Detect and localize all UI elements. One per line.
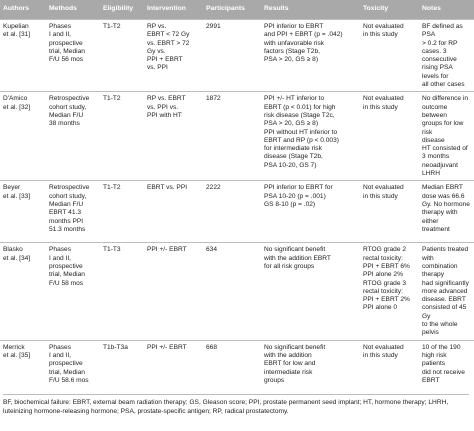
cell-text: D'Amico et al. [32] [3, 95, 31, 111]
cell-text: No difference in outcome between groups for low risk disease HT consisted of 3 months neoadjuvant LHRH [422, 95, 469, 178]
cell-text: T1-T2 [103, 184, 121, 192]
header-participants: Participants [203, 0, 261, 20]
cell-text: EBRT vs. PPI [147, 184, 188, 192]
cell-text: PPI +/- EBRT [147, 343, 187, 351]
cell-intervention [144, 92, 203, 181]
table-row [0, 181, 474, 243]
cell-eligibility [100, 181, 144, 243]
table-footnote: BF, biochemical failure: EBRT, external beam radiation therapy; GS, Gleason score; PPI, prostate permanent seed implant; HT, hormone therapy; LHRH, luteinizing hormone-releasing hormone; PSA, prostate-specific antigen; RP, radical prostatectomy. [3, 394, 469, 416]
table-header-row [0, 0, 474, 20]
cell-text: Not evaluated in this study [363, 343, 404, 359]
cell-intervention [144, 20, 203, 92]
cell-text: 668 [206, 343, 218, 351]
cell-toxicity [360, 181, 419, 243]
cell-text: T1b-T3a [103, 343, 128, 351]
cell-text: BF defined as PSA > 0.2 for RP cases. 3 consecutive rising PSA levels for all other cases [422, 23, 465, 89]
cell-text: T1-T2 [103, 23, 121, 30]
cell-notes [419, 20, 474, 92]
cell-toxicity [360, 92, 419, 181]
cell-text: Not evaluated in this study [363, 184, 404, 200]
cell-results [261, 243, 360, 340]
header-intervention: Intervention [144, 0, 203, 20]
cell-text: 2222 [206, 184, 221, 192]
header-notes: Notes [419, 0, 474, 20]
cell-authors [0, 92, 46, 181]
cell-text: PPI inferior to EBRT and PPI + EBRT (p = .042) with unfavorable risk factors (Stage T2b, PSA > 20, GS ≥ 8) [264, 23, 343, 64]
header-authors: Authors [0, 0, 46, 20]
cell-text: Not evaluated in this study [363, 95, 404, 111]
cell-text: PPI +/- HT inferior to EBRT (p < 0.01) for high risk disease (Stage T2c, PSA > 20, GS ≥ 8) PPI without HT inferior to EBRT and RP (p < 0.003) for intermediate risk disease (Stage T2b, PSA 10-20, GS 7) [264, 95, 339, 169]
cell-authors [0, 181, 46, 243]
cell-text: Median EBRT dose was 66.6 Gy. No hormone therapy with either treatment [422, 184, 470, 233]
cell-text: T1-T2 [103, 95, 121, 103]
table-row [0, 92, 474, 181]
cell-text: Retrospective cohort study, Median F/U EBRT 41.3 months PPI 51.3 months [49, 184, 90, 233]
cell-text: T1-T3 [103, 246, 121, 254]
cell-text: Blasko et al. [34] [3, 246, 31, 262]
cell-methods [46, 243, 100, 340]
cell-text: Phases I and II, prospective trial, Median F/U 58.6 mos [49, 343, 89, 384]
cell-text: PPI inferior to EBRT for PSA 10-20 (p = .001) GS 8-10 (p = .02) [264, 184, 333, 208]
cell-text: Phases I and II, prospective trial, Median F/U 58 mos [49, 246, 85, 287]
table-row [0, 243, 474, 340]
cell-authors [0, 243, 46, 340]
cell-text: Merrick et al. [35] [3, 343, 31, 359]
header-eligibility: Eligibility [100, 0, 144, 20]
cell-text: Retrospective cohort study, Median F/U 38 months [49, 95, 90, 128]
header-results: Results [261, 0, 360, 20]
header-toxicity: Toxicity [360, 0, 419, 20]
cell-notes [419, 92, 474, 181]
cell-text: RP vs. EBRT < 72 Gy vs. EBRT > 72 Gy vs. PPI + EBRT vs. PPI [147, 23, 190, 72]
cell-toxicity [360, 20, 419, 92]
cell-text: 1872 [206, 95, 221, 103]
cell-intervention [144, 243, 203, 340]
cell-notes [419, 243, 474, 340]
cell-text: Beyer et al. [33] [3, 184, 31, 200]
cell-text: PPI +/- EBRT [147, 246, 187, 254]
cell-text: 2991 [206, 23, 221, 30]
cell-results [261, 181, 360, 243]
cell-eligibility [100, 20, 144, 92]
cell-text: Phases I and II, prospective trial, Median F/U 56 mos [49, 23, 85, 64]
cell-text: Not evaluated in this study [363, 23, 404, 39]
cell-text: Kupelian et al. [31] [3, 23, 31, 39]
cell-authors [0, 20, 46, 92]
cell-participants [203, 181, 261, 243]
cell-eligibility [100, 243, 144, 340]
cell-toxicity [360, 243, 419, 340]
cell-methods [46, 92, 100, 181]
cell-text: 10 of the 190 high risk patients did not receive EBRT [422, 343, 465, 384]
cell-eligibility [100, 92, 144, 181]
cell-methods [46, 181, 100, 243]
header-methods: Methods [46, 0, 100, 20]
cell-methods [46, 20, 100, 92]
cell-participants [203, 20, 261, 92]
cell-intervention [144, 181, 203, 243]
cell-text: RP vs. EBRT vs. PPI vs. PPI with HT [147, 95, 186, 119]
cell-notes [419, 181, 474, 243]
cell-participants [203, 243, 261, 340]
cell-text: Patients treated with combination therapy had significantly more advanced disease. EBRT consisted of 45 Gy to the whole pelvis [422, 246, 469, 337]
cell-text: No significant benefit with the addition EBRT for all risk groups [264, 246, 331, 270]
cell-text: RTOG grade 2 rectal toxicity: PPI + EBRT 6% PPI alone 2% RTOG grade 3 rectal toxicity: PPI + EBRT 2% PPI alone 0 [363, 246, 410, 312]
cell-results [261, 92, 360, 181]
cell-text: 634 [206, 246, 218, 254]
cell-results [261, 20, 360, 92]
table-row [0, 20, 474, 92]
cell-text: No significant benefit with the addition EBRT for low and intermediate risk groups [264, 343, 326, 384]
cell-participants [203, 92, 261, 181]
